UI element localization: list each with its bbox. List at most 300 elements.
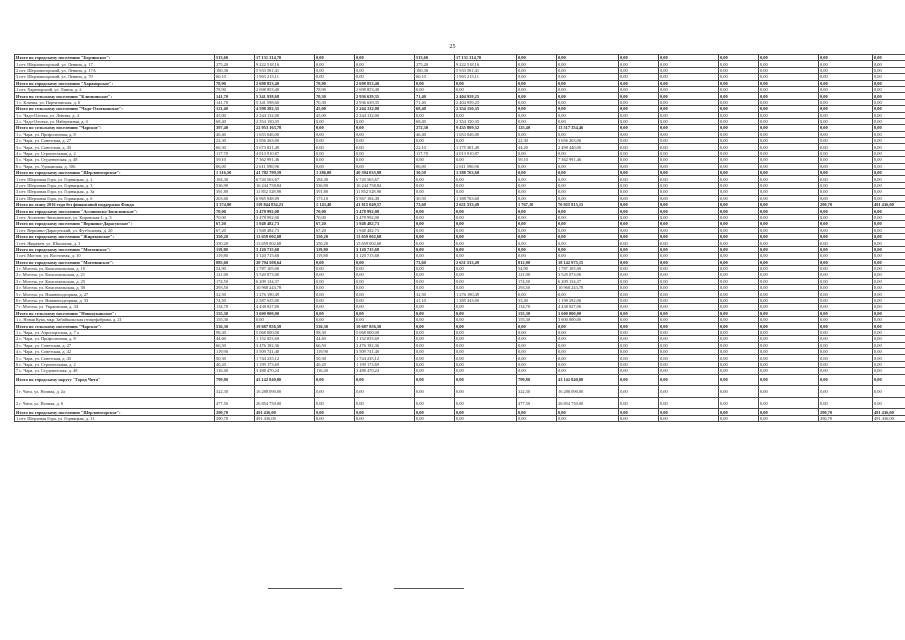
value-cell: 0,00 <box>619 106 659 112</box>
address-cell: 5 г. Могоча, ул. Нижнеподгорная, д. 27 <box>15 291 215 297</box>
address-cell: 1 с. Чара, ул. Профсоюзная, д. 8 <box>15 131 215 137</box>
value-cell: 0,00 <box>719 233 759 239</box>
value-cell: 0,00 <box>455 386 517 398</box>
value-cell: 0,00 <box>517 86 557 92</box>
value-cell: 0,00 <box>719 163 759 169</box>
value-cell: 0,00 <box>873 323 905 329</box>
value-cell: 0,00 <box>759 368 819 374</box>
value-cell: 44,20 <box>517 144 557 150</box>
value-cell: 0,00 <box>355 74 415 80</box>
address-cell: 1 г. Могоча, ул. Комсомольская, д. 10 <box>15 265 215 271</box>
value-cell: 0,00 <box>759 259 819 265</box>
value-cell: 0,00 <box>659 144 719 150</box>
value-cell: 0,00 <box>819 182 873 188</box>
value-cell: 0,00 <box>455 361 517 367</box>
value-cell: 0,00 <box>819 80 873 86</box>
value-cell: 0,00 <box>557 80 619 86</box>
value-cell: 0,00 <box>415 214 455 220</box>
value-cell: 0,00 <box>415 336 455 342</box>
value-cell: 0,00 <box>619 310 659 316</box>
value-cell: 0,00 <box>619 170 659 176</box>
value-cell: 155,30 <box>215 310 255 316</box>
value-cell: 0,00 <box>659 297 719 303</box>
value-cell: 0,00 <box>719 208 759 214</box>
value-cell: 74,50 <box>215 297 255 303</box>
value-cell: 0,00 <box>819 144 873 150</box>
value-cell: 0,00 <box>619 291 659 297</box>
value-cell: 0,00 <box>557 246 619 252</box>
value-cell: 119 844 834,23 <box>255 201 315 207</box>
value-cell: 119,90 <box>315 348 355 354</box>
value-cell: 0,00 <box>415 233 455 239</box>
value-cell: 0,00 <box>659 67 719 73</box>
value-cell: 0,00 <box>455 355 517 361</box>
value-cell: 0,00 <box>659 118 719 124</box>
value-cell: 0,00 <box>659 221 719 227</box>
value-cell: 1 388 763,60 <box>455 170 517 176</box>
value-cell: 0,00 <box>759 157 819 163</box>
value-cell: 1 385 343,00 <box>455 297 517 303</box>
value-cell: 1 286,00 <box>315 170 355 176</box>
value-cell: 0,00 <box>517 342 557 348</box>
value-cell: 0,00 <box>719 201 759 207</box>
value-cell: 0,00 <box>619 195 659 201</box>
address-cell: 2 пгт. Шерловая Гора, ул. Горняцкая, д. 3 <box>15 182 215 188</box>
value-cell: 59,10 <box>517 157 557 163</box>
resettlement-table <box>14 54 905 422</box>
value-cell: 0,00 <box>759 361 819 367</box>
value-cell: 0,00 <box>873 233 905 239</box>
value-cell: 0,00 <box>873 138 905 144</box>
value-cell: 0,00 <box>659 112 719 118</box>
value-cell: 0,00 <box>315 386 355 398</box>
value-cell: 155,30 <box>215 317 255 323</box>
address-cell: Итого по городскому поселению "Ассиновско-Зюльзинское": <box>15 208 215 214</box>
value-cell: 812,00 <box>517 259 557 265</box>
value-cell: 70,00 <box>215 208 255 214</box>
value-cell: 0,00 <box>619 329 659 335</box>
value-cell: 0,00 <box>415 272 455 278</box>
value-cell: 0,00 <box>659 195 719 201</box>
value-cell: 0,00 <box>873 99 905 105</box>
value-cell: 78,90 <box>215 86 255 92</box>
value-cell: 3 520 073,00 <box>557 272 619 278</box>
value-cell: 0,00 <box>455 246 517 252</box>
value-cell: 2 244 132,00 <box>355 112 415 118</box>
address-cell: 2 пгт. Шерловогорский, ул. Ленина, д. 17А <box>15 67 215 73</box>
value-cell: 0,00 <box>315 317 355 323</box>
address-cell: 1 с. Чадо-Олотка, ул. Ленина, д. 4 <box>15 112 215 118</box>
value-cell: 0,00 <box>557 336 619 342</box>
value-cell: 0,00 <box>659 176 719 182</box>
value-cell: 0,00 <box>455 368 517 374</box>
value-cell: 155,30 <box>517 310 557 316</box>
value-cell: 0,00 <box>355 144 415 150</box>
value-cell: 1 152 053,69 <box>355 336 415 342</box>
value-cell: 2 611 590,96 <box>455 163 517 169</box>
value-cell: 1 948 482,73 <box>255 227 315 233</box>
value-cell: 0,00 <box>719 415 759 421</box>
value-cell: 0,00 <box>659 272 719 278</box>
address-cell: 1 пгт. Шерловогорский, ул. Ленина, д. 17 <box>15 61 215 67</box>
value-cell: 73,60 <box>415 259 455 265</box>
value-cell: 0,00 <box>415 317 455 323</box>
value-cell: 1 653 046,00 <box>255 131 315 137</box>
value-cell: 0,00 <box>659 86 719 92</box>
value-cell: 3 120 715,68 <box>255 253 315 259</box>
value-cell: 0,00 <box>719 278 759 284</box>
value-cell: 1 948 482,73 <box>355 227 415 233</box>
value-cell: 0,00 <box>619 246 659 252</box>
value-cell: 0,00 <box>315 310 355 316</box>
value-cell: 16 288 090,00 <box>557 386 619 398</box>
value-cell: 0,00 <box>719 189 759 195</box>
value-cell: 0,00 <box>759 374 819 386</box>
value-cell: 0,00 <box>819 125 873 131</box>
value-cell: 0,00 <box>659 329 719 335</box>
value-cell: 0,00 <box>819 150 873 156</box>
value-cell: 0,00 <box>517 67 557 73</box>
value-cell: 0,00 <box>355 125 415 131</box>
value-cell: 54,90 <box>215 265 255 271</box>
value-cell: 0,00 <box>315 397 355 409</box>
value-cell: 0,00 <box>517 106 557 112</box>
value-cell: 0,00 <box>719 246 759 252</box>
value-cell: 3 520 073,00 <box>255 272 315 278</box>
value-cell: 0,00 <box>619 227 659 233</box>
value-cell: 0,00 <box>873 61 905 67</box>
value-cell: 0,00 <box>455 253 517 259</box>
value-cell: 0,00 <box>517 329 557 335</box>
value-cell: 0,00 <box>355 278 415 284</box>
value-cell: 0,00 <box>719 125 759 131</box>
value-cell: 0,00 <box>819 189 873 195</box>
value-cell: 0,00 <box>557 227 619 233</box>
value-cell: 0,00 <box>819 265 873 271</box>
value-cell: 67,20 <box>215 227 255 233</box>
value-cell: 125,40 <box>517 125 557 131</box>
value-cell: 0,00 <box>759 150 819 156</box>
value-cell: 0,00 <box>517 348 557 354</box>
value-cell: 0,00 <box>557 361 619 367</box>
value-cell: 0,00 <box>355 409 415 415</box>
value-cell: 0,00 <box>873 368 905 374</box>
value-cell: 0,00 <box>719 342 759 348</box>
value-cell: 0,00 <box>619 182 659 188</box>
value-cell: 0,00 <box>819 195 873 201</box>
value-cell: 0,00 <box>355 291 415 297</box>
value-cell: 0,00 <box>819 227 873 233</box>
value-cell: 0,00 <box>455 138 517 144</box>
value-cell: 0,00 <box>873 361 905 367</box>
value-cell: 68,40 <box>415 106 455 112</box>
value-cell: 0,00 <box>819 329 873 335</box>
value-cell: 0,00 <box>517 227 557 233</box>
value-cell: 7 362 991,46 <box>255 157 315 163</box>
value-cell: 0,00 <box>873 291 905 297</box>
value-cell: 0,00 <box>819 67 873 73</box>
value-cell: 0,00 <box>819 55 873 61</box>
value-cell: 0,00 <box>759 93 819 99</box>
value-cell: 0,00 <box>819 368 873 374</box>
value-cell: 0,00 <box>719 138 759 144</box>
value-cell: 0,00 <box>355 265 415 271</box>
value-cell: 885,60 <box>215 259 255 265</box>
value-cell: 70,30 <box>315 99 355 105</box>
value-cell: 0,00 <box>819 138 873 144</box>
value-cell: 275,20 <box>415 61 455 67</box>
value-cell: 0,00 <box>455 397 517 409</box>
value-cell: 30,50 <box>415 195 455 201</box>
value-cell: 18 142 975,15 <box>557 259 619 265</box>
value-cell: 0,00 <box>517 415 557 421</box>
value-cell: 0,00 <box>719 317 759 323</box>
value-cell: 0,00 <box>719 61 759 67</box>
value-cell: 0,00 <box>517 74 557 80</box>
value-cell: 0,00 <box>719 221 759 227</box>
value-cell: 0,00 <box>557 55 619 61</box>
value-cell: 0,00 <box>415 86 455 92</box>
value-cell: 0,00 <box>819 74 873 80</box>
value-cell: 0,00 <box>315 144 355 150</box>
value-cell: 2 936 639,35 <box>355 99 415 105</box>
value-cell: 32,50 <box>215 291 255 297</box>
value-cell: 50,30 <box>215 355 255 361</box>
value-cell: 0,00 <box>557 74 619 80</box>
value-cell: 0,00 <box>819 259 873 265</box>
value-cell: 119,80 <box>215 253 255 259</box>
value-cell: 67,20 <box>315 221 355 227</box>
value-cell: 0,00 <box>873 285 905 291</box>
value-cell: 0,00 <box>659 208 719 214</box>
value-cell: 0,00 <box>759 317 819 323</box>
value-cell: 6 209 134,37 <box>557 278 619 284</box>
value-cell: 3 478 992,00 <box>255 208 315 214</box>
value-cell: 0,00 <box>873 214 905 220</box>
value-cell: 0,00 <box>873 67 905 73</box>
value-cell: 0,00 <box>619 355 659 361</box>
value-cell: 1 276 190,49 <box>255 291 315 297</box>
value-cell: 7 362 991,46 <box>557 157 619 163</box>
value-cell: 0,00 <box>659 415 719 421</box>
value-cell: 0,00 <box>719 348 759 354</box>
value-cell: 0,00 <box>819 112 873 118</box>
value-cell: 0,00 <box>659 374 719 386</box>
value-cell: 0,00 <box>415 368 455 374</box>
value-cell: 44,60 <box>215 336 255 342</box>
value-cell: 3 509 741,40 <box>255 348 315 354</box>
value-cell: 0,00 <box>719 112 759 118</box>
value-cell: 3 476 182,36 <box>255 342 315 348</box>
value-cell: 0,00 <box>873 304 905 310</box>
value-cell: 0,00 <box>557 253 619 259</box>
value-cell: 0,00 <box>873 163 905 169</box>
value-cell: 290,70 <box>819 415 873 421</box>
value-cell: 2 698 853,40 <box>255 80 315 86</box>
value-cell: 0,00 <box>619 61 659 67</box>
value-cell: 0,00 <box>517 93 557 99</box>
value-cell: 0,00 <box>873 182 905 188</box>
value-cell: 0,00 <box>873 355 905 361</box>
value-cell: 1 276 190,49 <box>455 291 517 297</box>
value-cell: 0,00 <box>759 240 819 246</box>
value-cell: 0,00 <box>455 278 517 284</box>
value-cell: 0,00 <box>873 278 905 284</box>
value-cell: 0,00 <box>455 285 517 291</box>
value-cell: 46,40 <box>415 131 455 137</box>
value-cell: 0,00 <box>719 131 759 137</box>
value-cell: 41 815 049,57 <box>355 201 415 207</box>
value-cell: 0,00 <box>619 233 659 239</box>
address-cell: 1 пгт. Могзон, ул. Восточная, д. 10 <box>15 253 215 259</box>
value-cell: 6 720 563,67 <box>355 176 415 182</box>
value-cell: 0,00 <box>873 253 905 259</box>
value-cell: 0,00 <box>819 61 873 67</box>
value-cell: 22,30 <box>517 138 557 144</box>
value-cell: 0,00 <box>873 297 905 303</box>
value-cell: 0,00 <box>719 253 759 259</box>
value-cell: 0,00 <box>517 233 557 239</box>
value-cell: 536,90 <box>215 182 255 188</box>
value-cell: 16 244 758,84 <box>255 182 315 188</box>
value-cell: 0,00 <box>719 297 759 303</box>
value-cell: 4 438 027,00 <box>255 304 315 310</box>
value-cell: 0,00 <box>315 138 355 144</box>
value-cell: 0,00 <box>619 409 659 415</box>
value-cell: 0,00 <box>619 348 659 354</box>
value-cell: 0,00 <box>619 93 659 99</box>
value-cell: 0,00 <box>719 397 759 409</box>
value-cell: 0,00 <box>415 112 455 118</box>
value-cell: 0,00 <box>819 317 873 323</box>
address-cell: 1 пгт. Шерловая Гора, ул. Горняцкая, д. 2 <box>15 176 215 182</box>
value-cell: 0,00 <box>315 278 355 284</box>
value-cell: 0,00 <box>517 208 557 214</box>
value-cell: 0,00 <box>619 374 659 386</box>
value-cell: 0,00 <box>819 310 873 316</box>
value-cell: 141,70 <box>215 99 255 105</box>
value-cell: 0,00 <box>873 374 905 386</box>
address-cell: 4 пгт. Шерловая Гора, ул. Горняцкая, д. 6 <box>15 195 215 201</box>
value-cell: 0,00 <box>415 208 455 214</box>
value-cell: 3 478 992,00 <box>355 214 415 220</box>
value-cell: 0,00 <box>873 93 905 99</box>
value-cell: 3 120 715,68 <box>355 246 415 252</box>
value-cell: 0,00 <box>455 348 517 354</box>
value-cell: 0,00 <box>759 125 819 131</box>
value-cell: 0,00 <box>517 195 557 201</box>
value-cell: 32,50 <box>415 291 455 297</box>
value-cell: 5 933 581,41 <box>455 67 517 73</box>
value-cell: 2 354 150,35 <box>455 106 517 112</box>
value-cell: 17 131 314,70 <box>455 55 517 61</box>
address-cell: 3 пгт. Шерловогорский, ул. Ленина, д. 70 <box>15 74 215 80</box>
value-cell: 0,00 <box>355 259 415 265</box>
value-cell: 0,00 <box>819 361 873 367</box>
value-cell: 45,00 <box>315 106 355 112</box>
value-cell: 0,00 <box>719 291 759 297</box>
value-cell: 41,10 <box>415 297 455 303</box>
value-cell: 536,30 <box>315 323 355 329</box>
value-cell: 40,20 <box>215 361 255 367</box>
value-cell: 0,00 <box>455 221 517 227</box>
value-cell: 70 925 815,15 <box>557 201 619 207</box>
value-cell: 0,00 <box>619 157 659 163</box>
value-cell: 0,00 <box>759 227 819 233</box>
value-cell: 1 152 053,69 <box>255 336 315 342</box>
value-cell: 119,80 <box>315 253 355 259</box>
value-cell: 1 787 105,00 <box>255 265 315 271</box>
value-cell: 0,00 <box>619 125 659 131</box>
value-cell: 2 587 635,00 <box>255 297 315 303</box>
value-cell: 491 436,00 <box>873 409 905 415</box>
value-cell: 0,00 <box>517 361 557 367</box>
value-cell: 1 198 292,00 <box>557 297 619 303</box>
value-cell: 73,60 <box>415 201 455 207</box>
address-cell: 1 пгт. Жирекен, ул. Школьная, д. 3 <box>15 240 215 246</box>
value-cell: 0,00 <box>819 374 873 386</box>
value-cell: 0,00 <box>557 415 619 421</box>
address-cell: 1 с. Кличка, ул. Партизанская, д. 6 <box>15 99 215 105</box>
value-cell: 43 142 840,00 <box>557 374 619 386</box>
value-cell: 0,00 <box>415 246 455 252</box>
address-cell: 3 с. Чара, ул. Советская, д. 45 <box>15 144 215 150</box>
value-cell: 0,00 <box>873 221 905 227</box>
value-cell: 0,00 <box>719 182 759 188</box>
value-cell: 0,00 <box>819 163 873 169</box>
value-cell: 3 488 470,24 <box>355 368 415 374</box>
value-cell: 0,00 <box>719 118 759 124</box>
value-cell: 0,00 <box>619 240 659 246</box>
value-cell: 0,00 <box>415 397 455 409</box>
value-cell: 0,00 <box>517 240 557 246</box>
value-cell: 0,00 <box>659 361 719 367</box>
value-cell: 16 244 758,84 <box>355 182 415 188</box>
value-cell: 0,00 <box>759 310 819 316</box>
value-cell: 0,00 <box>873 118 905 124</box>
value-cell: 2 651 533,49 <box>455 259 517 265</box>
value-cell: 0,00 <box>819 99 873 105</box>
value-cell: 1 143,40 <box>315 201 355 207</box>
value-cell: 0,00 <box>719 195 759 201</box>
value-cell: 0,00 <box>659 55 719 61</box>
value-cell: 0,00 <box>759 106 819 112</box>
value-cell: 0,00 <box>415 189 455 195</box>
value-cell: 0,00 <box>659 317 719 323</box>
value-cell: 66,30 <box>215 144 255 150</box>
value-cell: 3 509 741,40 <box>355 348 415 354</box>
value-cell: 0,00 <box>873 348 905 354</box>
value-cell: 0,00 <box>517 253 557 259</box>
value-cell: 0,00 <box>619 112 659 118</box>
value-cell: 0,00 <box>759 144 819 150</box>
value-cell: 0,00 <box>819 233 873 239</box>
value-cell: 0,00 <box>759 323 819 329</box>
value-cell: 0,00 <box>415 176 455 182</box>
value-cell: 0,00 <box>759 265 819 271</box>
value-cell: 6 209 134,37 <box>255 278 315 284</box>
value-cell: 0,00 <box>873 336 905 342</box>
value-cell: 0,00 <box>619 397 659 409</box>
value-cell: 0,00 <box>619 150 659 156</box>
value-cell: 0,00 <box>355 131 415 137</box>
address-cell: 1 пгт. Харанорский, ул. Линия, д. 2 <box>15 86 215 92</box>
value-cell: 0,00 <box>659 125 719 131</box>
value-cell: 0,00 <box>659 182 719 188</box>
value-cell: 0,00 <box>659 99 719 105</box>
address-cell: 7 с. Чара, ул. Студенческая, д. 48 <box>15 368 215 374</box>
address-cell: 2 г. Чита, ул. Ночная, д. 6 <box>15 397 215 409</box>
